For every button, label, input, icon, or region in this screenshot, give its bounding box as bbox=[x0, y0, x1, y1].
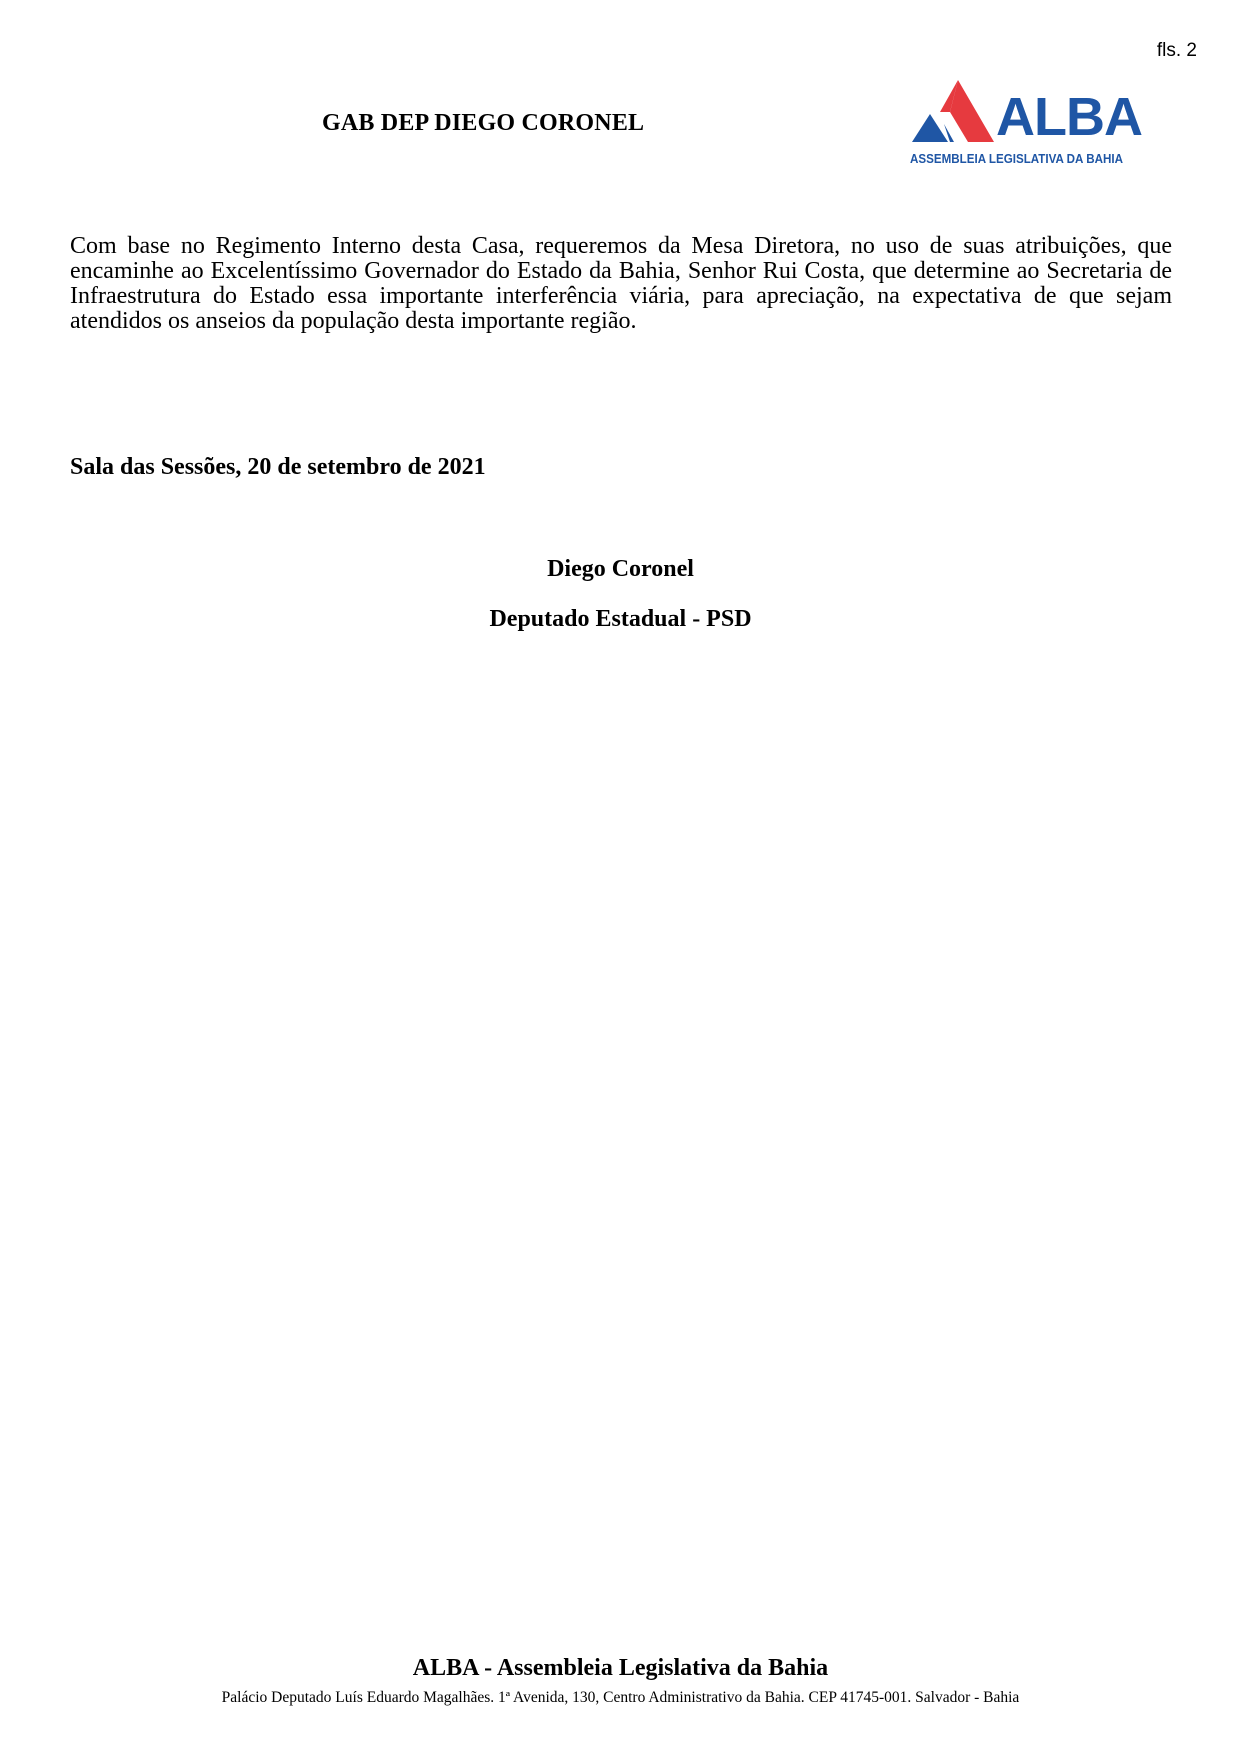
request-paragraph: Com base no Regimento Interno desta Casa, requeremos da Mesa Diretora, no uso de suas atribuições, que encaminhe ao Excelentíssimo Governador do Estado da Bahia, Senhor Rui Costa, que determine ao Secretaria de Infraestrutura do Estado essa importante interferência viária, para apreciação, na expectativa de que sejam atendidos os anseios da população desta importante região. bbox=[70, 233, 1172, 334]
session-date: Sala das Sessões, 20 de setembro de 2021 bbox=[70, 454, 486, 480]
alba-logo-subtitle: ASSEMBLEIA LEGISLATIVA DA BAHIA bbox=[910, 151, 1123, 166]
alba-logo bbox=[910, 78, 1142, 170]
signature-role: Deputado Estadual - PSD bbox=[489, 606, 752, 632]
alba-logo-word: ALBA bbox=[996, 87, 1142, 147]
page-title: GAB DEP DIEGO CORONEL bbox=[322, 110, 645, 136]
footer-title: ALBA - Assembleia Legislativa da Bahia bbox=[412, 1655, 829, 1681]
page-number: fls. 2 bbox=[1156, 40, 1197, 61]
alba-logo-mark-icon bbox=[910, 78, 996, 144]
footer-address: Palácio Deputado Luís Eduardo Magalhães. 1ª Avenida, 130, Centro Administrativo da Bahia. CEP 41745-001. Salvador - Bahia bbox=[221, 1689, 1020, 1706]
signature-name: Diego Coronel bbox=[547, 556, 694, 582]
